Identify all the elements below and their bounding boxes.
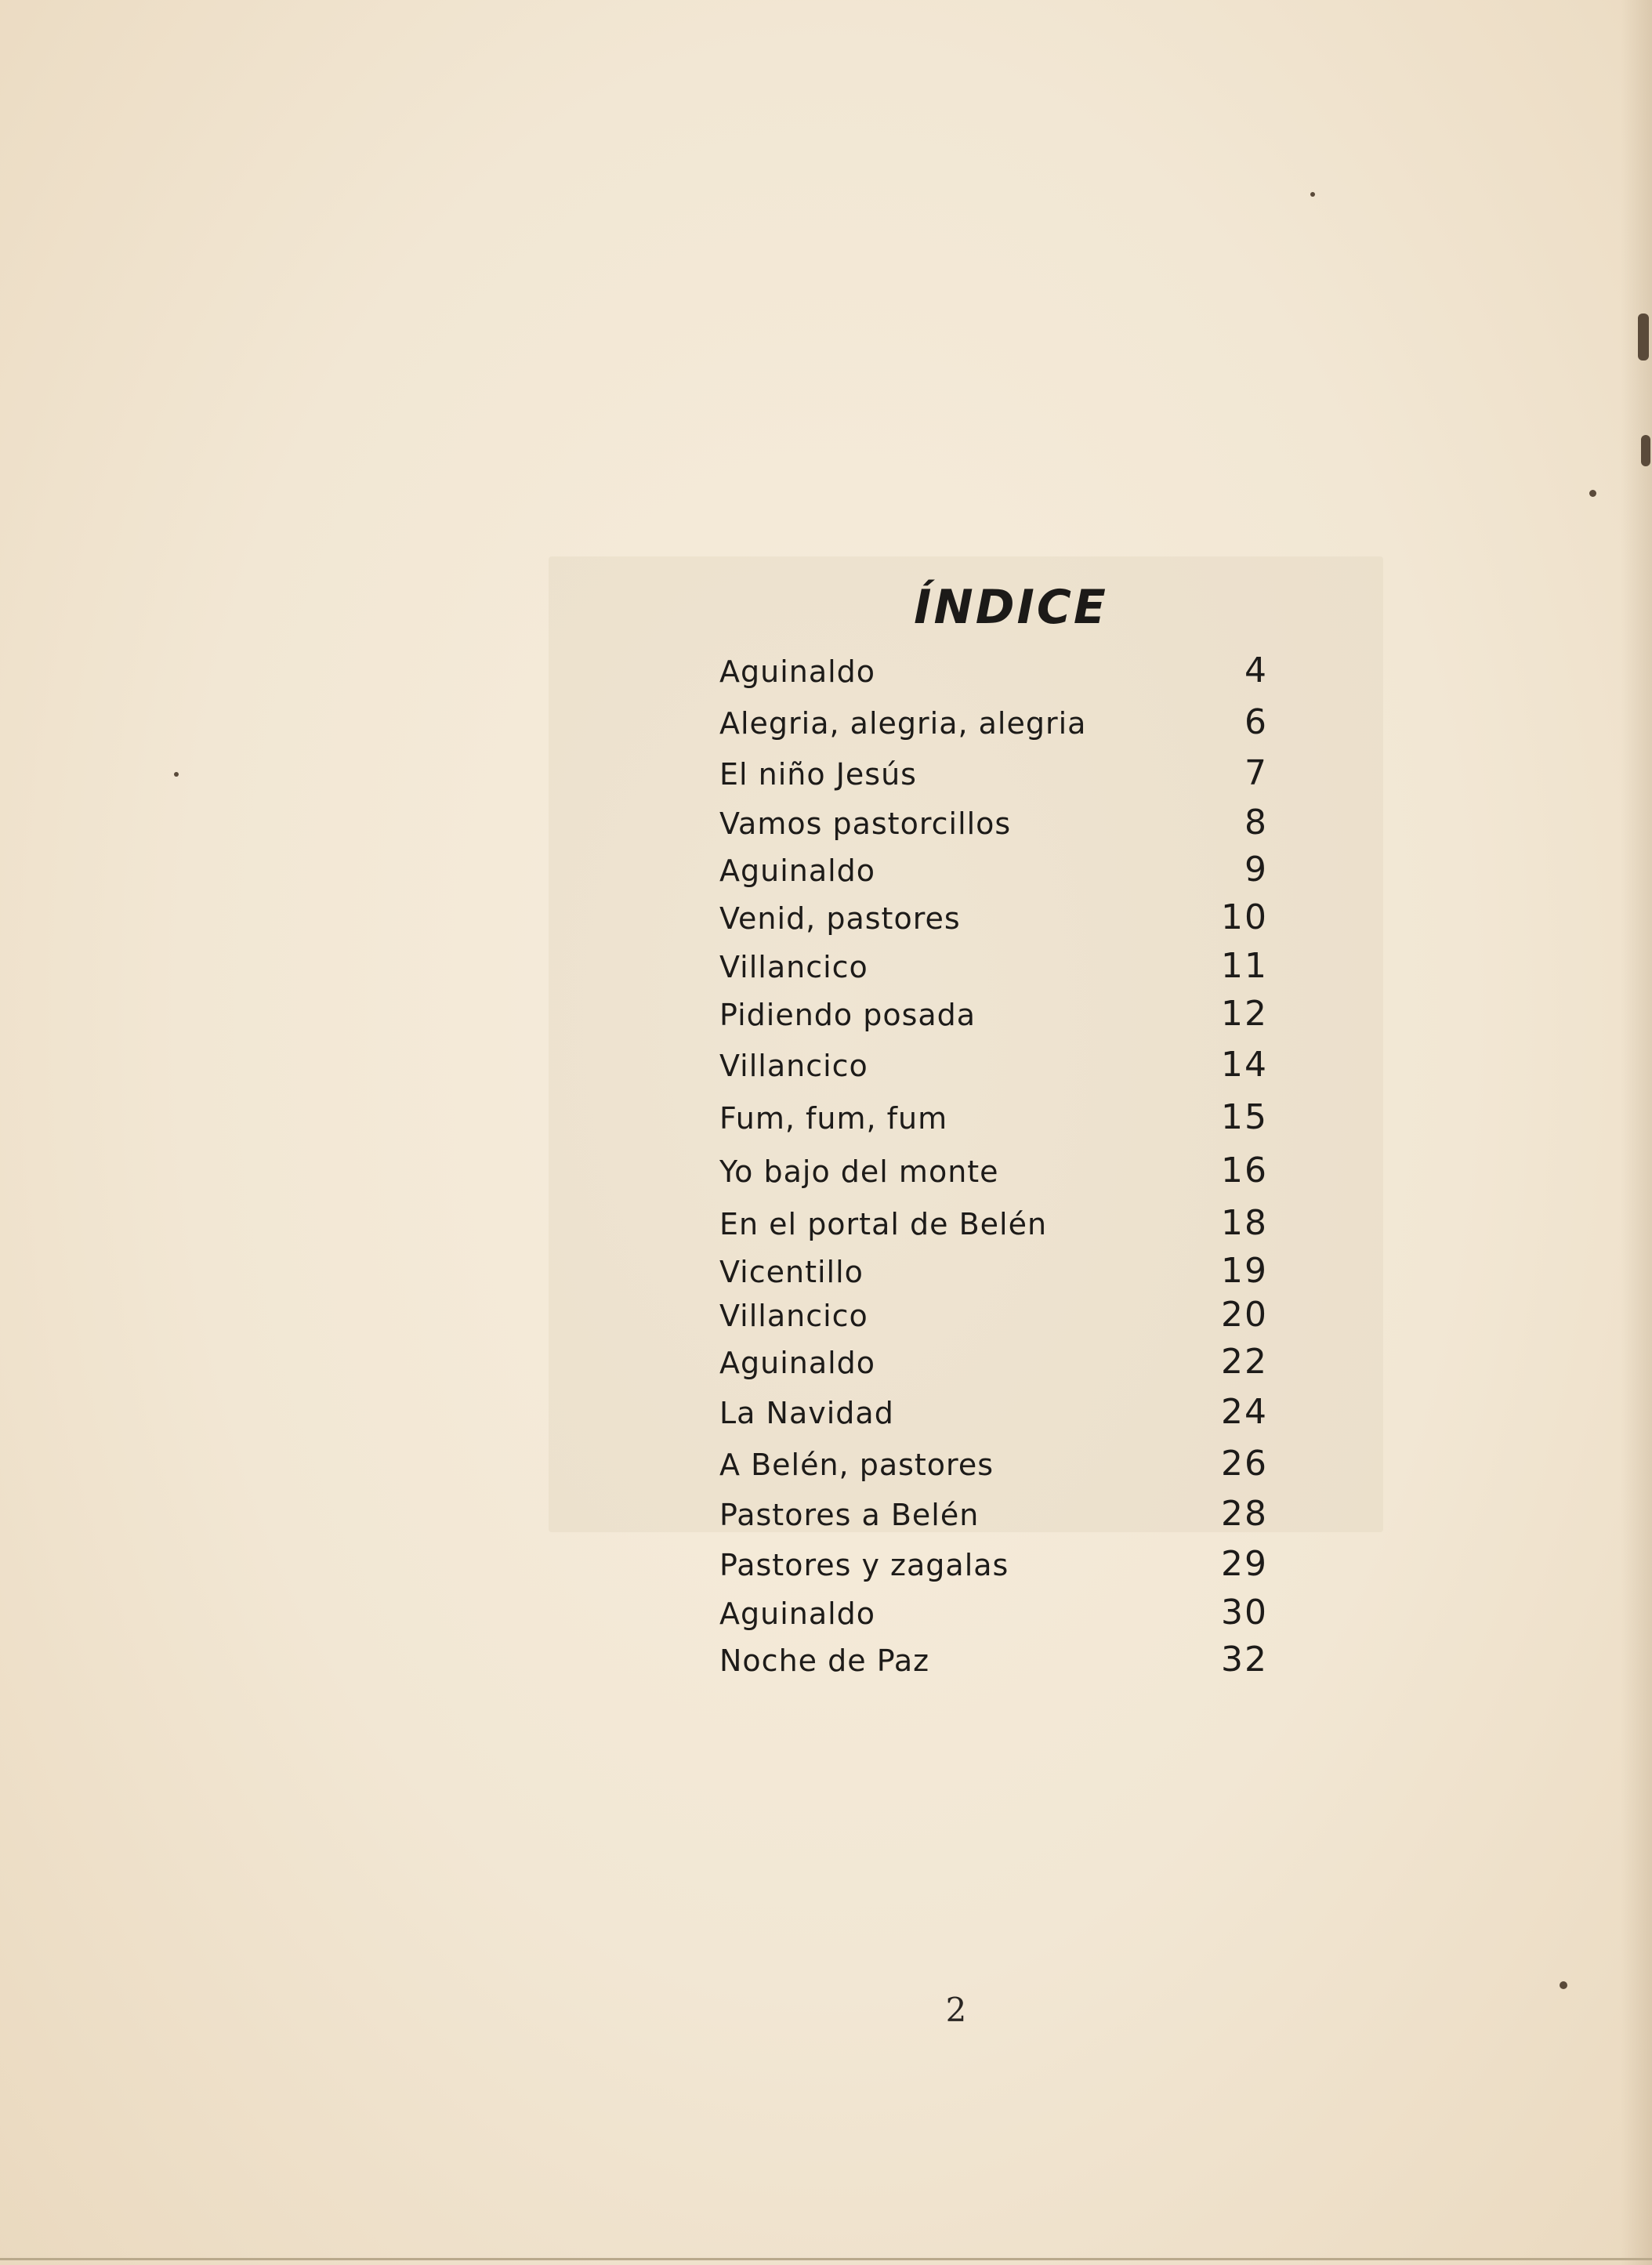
toc-entry-title: El niño Jesús	[719, 757, 917, 792]
toc-entry	[719, 1342, 1268, 1386]
paper-speck	[1560, 1981, 1567, 1989]
page-number: 2	[945, 1991, 967, 2029]
toc-entry-page: 12	[1221, 994, 1268, 1034]
toc-entry-title: Pastores a Belén	[719, 1498, 980, 1532]
paper-speck	[1638, 313, 1649, 361]
paper-speck	[1589, 490, 1596, 497]
toc-entry	[719, 1203, 1268, 1247]
toc-entry	[719, 897, 1268, 941]
toc-entry-title: Noche de Paz	[719, 1643, 930, 1678]
toc-entry-page: 8	[1244, 803, 1268, 843]
toc-entry-page: 4	[1244, 651, 1268, 690]
toc-entry	[719, 1544, 1268, 1588]
toc-entry	[719, 1295, 1268, 1339]
toc-entry-page: 9	[1244, 850, 1268, 890]
toc-entry-title: Aguinaldo	[719, 1346, 876, 1380]
page-bottom-edge	[0, 2258, 1652, 2260]
paper-speck	[1641, 435, 1650, 466]
toc-entry	[719, 850, 1268, 893]
toc-entry-page: 6	[1244, 702, 1268, 742]
toc-entry-title: Villancico	[719, 1049, 868, 1083]
toc-entry-page: 11	[1221, 946, 1268, 986]
toc-entry	[719, 1251, 1268, 1295]
toc-entry-page: 30	[1221, 1593, 1268, 1633]
toc-entry-title: Vamos pastorcillos	[719, 806, 1012, 841]
toc-entry-page: 19	[1221, 1251, 1268, 1291]
toc-entry-title: Venid, pastores	[719, 901, 961, 936]
toc-entry	[719, 946, 1268, 990]
toc-entry	[719, 1151, 1268, 1194]
toc-entry	[719, 1444, 1268, 1488]
toc-entry-title: La Navidad	[719, 1396, 894, 1430]
toc-entry	[719, 1593, 1268, 1636]
toc-entry-page: 14	[1221, 1045, 1268, 1085]
toc-entry	[719, 1640, 1268, 1683]
paper-speck	[174, 772, 179, 777]
toc-entry	[719, 803, 1268, 846]
toc-entry-title: Villancico	[719, 1299, 868, 1333]
toc-entry-page: 7	[1244, 753, 1268, 793]
toc-entry-title: Aguinaldo	[719, 1596, 876, 1631]
toc-entry-title: Alegria, alegria, alegria	[719, 706, 1087, 741]
toc-entry-page: 26	[1221, 1444, 1268, 1484]
toc-entry-page: 10	[1221, 897, 1268, 937]
toc-entry	[719, 1045, 1268, 1089]
toc-entry-title: Yo bajo del monte	[719, 1154, 999, 1189]
index-title: ÍNDICE	[914, 580, 1108, 635]
toc-entry-title: Pidiendo posada	[719, 998, 976, 1032]
toc-entry-page: 24	[1221, 1392, 1268, 1432]
toc-entry-page: 20	[1221, 1295, 1268, 1335]
toc-entry-title: Pastores y zagalas	[719, 1548, 1009, 1582]
toc-entry-title: Villancico	[719, 950, 868, 984]
toc-entry-title: Aguinaldo	[719, 654, 876, 689]
paper-speck	[1310, 192, 1315, 197]
toc-entry	[719, 1097, 1268, 1141]
toc-entry	[719, 994, 1268, 1038]
toc-entry	[719, 702, 1268, 746]
toc-entry-page: 28	[1221, 1494, 1268, 1534]
toc-entry	[719, 1392, 1268, 1436]
toc-entry	[719, 1494, 1268, 1538]
toc-entry-page: 15	[1221, 1097, 1268, 1137]
toc-entry-page: 29	[1221, 1544, 1268, 1584]
toc-entry-page: 16	[1221, 1151, 1268, 1190]
toc-entry-title: Aguinaldo	[719, 853, 876, 888]
toc-entry-title: En el portal de Belén	[719, 1207, 1048, 1241]
toc-entry-title: A Belén, pastores	[719, 1448, 994, 1482]
toc-entry-page: 22	[1221, 1342, 1268, 1382]
toc-entry	[719, 753, 1268, 797]
toc-entry-page: 32	[1221, 1640, 1268, 1680]
toc-entry-title: Vicentillo	[719, 1255, 864, 1289]
toc-entry-title: Fum, fum, fum	[719, 1101, 948, 1136]
toc-entry-page: 18	[1221, 1203, 1268, 1243]
toc-entry	[719, 651, 1268, 694]
